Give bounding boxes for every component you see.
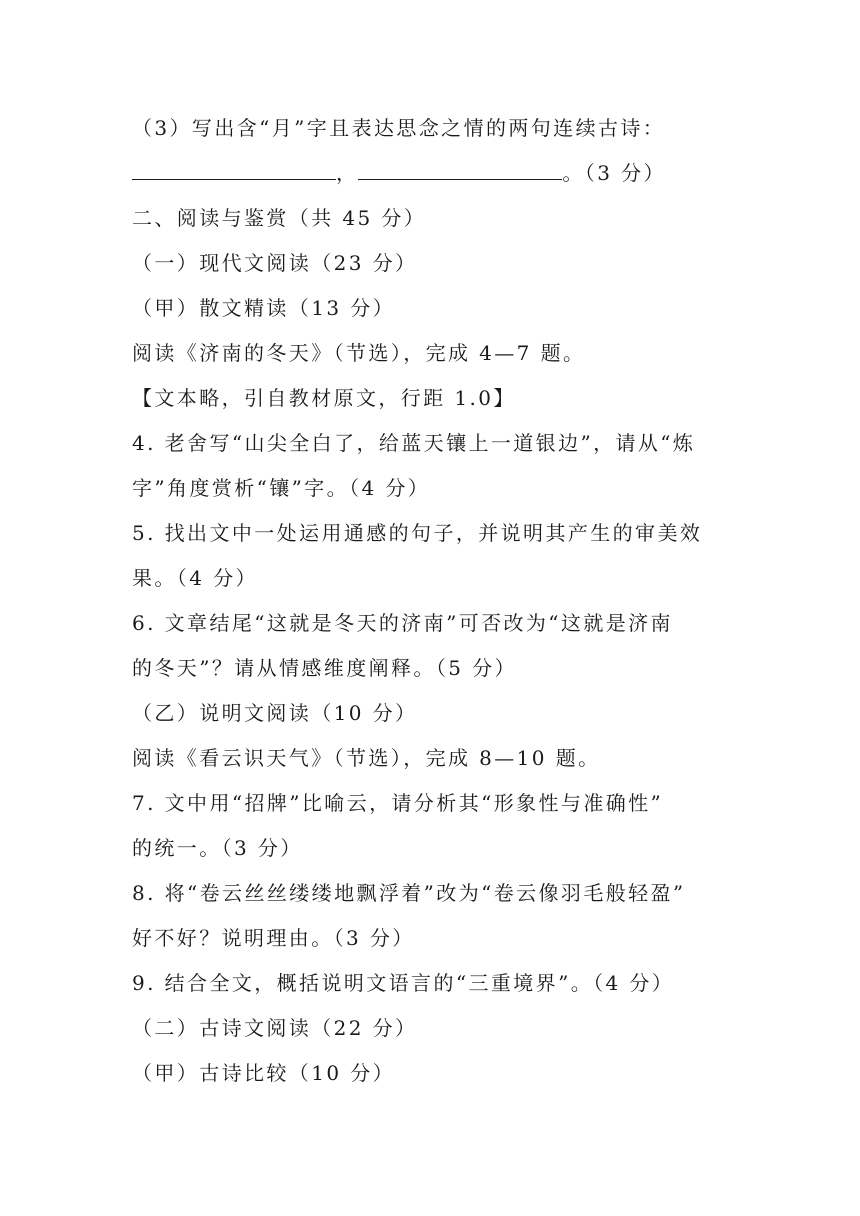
section-heading-reading: 二、阅读与鉴赏（共 45 分） [132, 206, 427, 230]
reading-instruction-2: 阅读《看云识天气》（节选），完成 8—10 题。 [132, 746, 601, 770]
blank-separator: ， [336, 161, 359, 185]
question-6-line-2: 的冬天”？请从情感维度阐释。（5 分） [132, 656, 517, 680]
subsection-heading-prose: （甲）散文精读（13 分） [132, 296, 396, 320]
subsection-heading-poem-compare: （甲）古诗比较（10 分） [132, 1061, 396, 1085]
question-7-line-1: 7. 文中用“招牌”比喻云，请分析其“形象性与准确性” [132, 791, 664, 815]
answer-blank-line [132, 159, 666, 187]
question-7-line-2: 的统一。（3 分） [132, 836, 303, 860]
question-3-prompt: （3）写出含“月”字且表达思念之情的两句连续古诗： [132, 116, 666, 140]
question-8-line-2: 好不好？说明理由。（3 分） [132, 926, 415, 950]
question-4-line-2: 字”角度赏析“镶”字。（4 分） [132, 476, 431, 500]
subsection-heading-modern: （一）现代文阅读（23 分） [132, 251, 418, 275]
question-9: 9. 结合全文，概括说明文语言的“三重境界”。（4 分） [132, 971, 675, 995]
question-4-line-1: 4. 老舍写“山尖全白了，给蓝天镶上一道银边”，请从“炼 [132, 431, 696, 455]
subsection-heading-expository: （乙）说明文阅读（10 分） [132, 701, 418, 725]
question-5-line-1: 5. 找出文中一处运用通感的句子，并说明其产生的审美效 [132, 521, 703, 545]
reading-instruction-1: 阅读《济南的冬天》（节选），完成 4—7 题。 [132, 341, 586, 365]
subsection-heading-classical: （二）古诗文阅读（22 分） [132, 1016, 418, 1040]
answer-blank-2[interactable] [358, 161, 562, 180]
text-omitted-note: 【文本略，引自教材原文，行距 1.0】 [132, 386, 516, 410]
question-8-line-1: 8. 将“卷云丝丝缕缕地飘浮着”改为“卷云像羽毛般轻盈” [132, 881, 686, 905]
blank-ending: 。（3 分） [562, 161, 666, 185]
question-5-line-2: 果。（4 分） [132, 566, 258, 590]
answer-blank-1[interactable] [132, 161, 336, 180]
question-6-line-1: 6. 文章结尾“这就是冬天的济南”可否改为“这就是济南 [132, 611, 673, 635]
